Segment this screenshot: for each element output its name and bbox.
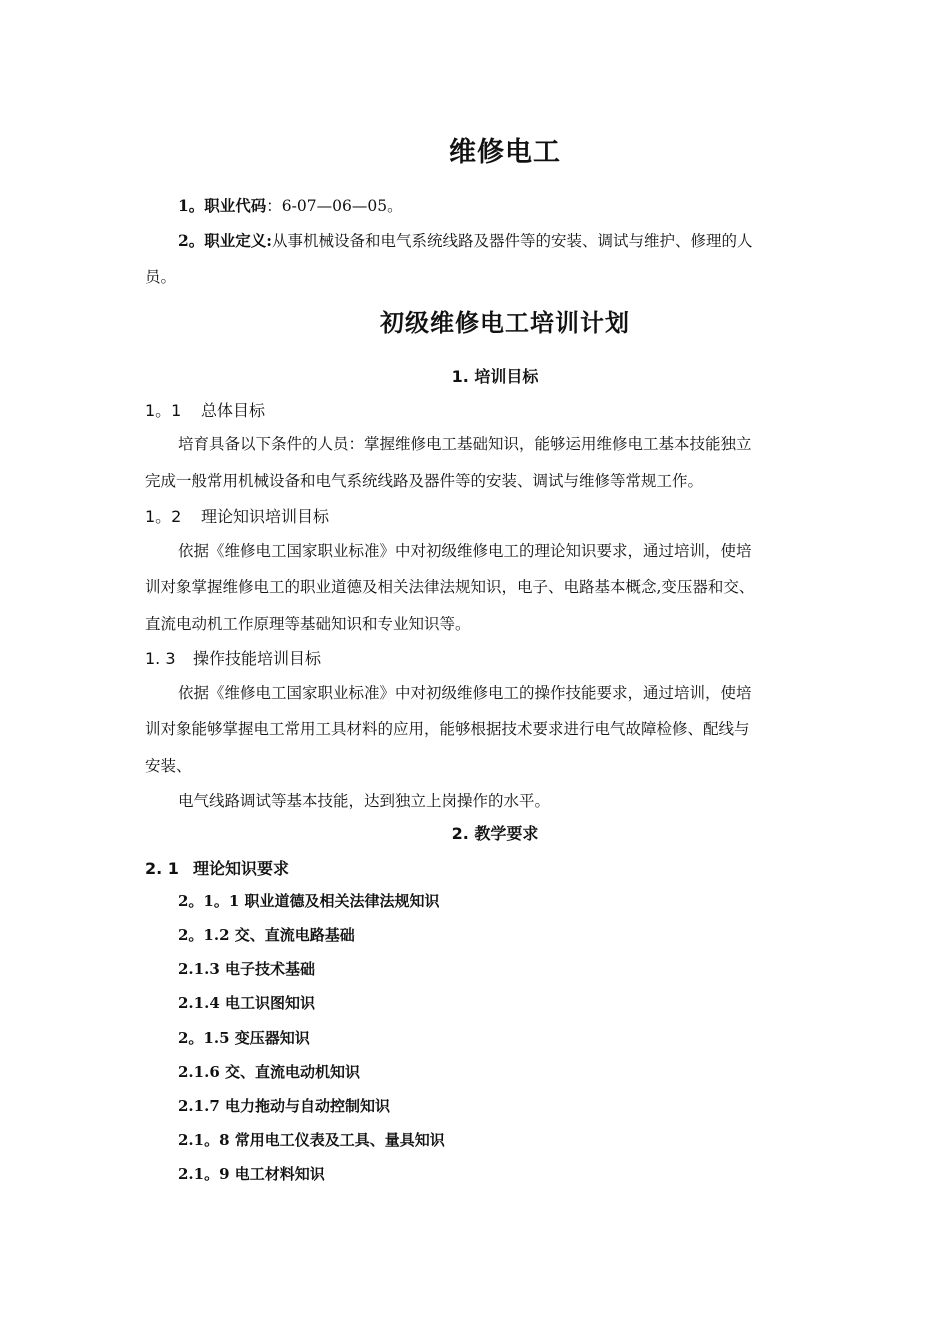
list-item: 2。1.2 交、直流电路基础 bbox=[178, 926, 355, 944]
occupation-definition-line bbox=[178, 229, 753, 251]
subsection-number: 1。1 bbox=[145, 401, 182, 420]
subsection-number: 1。2 bbox=[145, 507, 182, 526]
list-item: 2。1.5 变压器知识 bbox=[178, 1029, 310, 1047]
paragraph-line: 训对象掌握维修电工的职业道德及相关法律法规知识，电子、电路基本概念,变压器和交、 bbox=[145, 578, 755, 596]
document-title: 维修电工 bbox=[449, 137, 561, 168]
subsection-title: 操作技能培训目标 bbox=[193, 649, 322, 668]
subsection-1-3 bbox=[145, 646, 321, 669]
occupation-code-value: ：6-07—06—05。 bbox=[266, 197, 403, 215]
occupation-definition-label: 2。职业定义: bbox=[178, 231, 273, 250]
paragraph-line: 直流电动机工作原理等基础知识和专业知识等。 bbox=[145, 615, 471, 633]
list-item: 2.1.7 电力拖动与自动控制知识 bbox=[178, 1097, 390, 1115]
list-item: 2。1。1 职业道德及相关法律法规知识 bbox=[178, 892, 440, 910]
section-1-heading: 1. 培训目标 bbox=[451, 367, 539, 386]
occupation-code-line bbox=[178, 194, 403, 216]
subsection-number: 1. 3 bbox=[145, 649, 176, 668]
paragraph-line: 安装、 bbox=[145, 757, 192, 775]
list-item: 2.1。9 电工材料知识 bbox=[178, 1165, 325, 1183]
subsection-number: 2. 1 bbox=[145, 859, 179, 878]
paragraph-line: 电气线路调试等基本技能，达到独立上岗操作的水平。 bbox=[178, 792, 551, 810]
subsection-2-1 bbox=[145, 856, 289, 879]
paragraph-line: 依据《维修电工国家职业标准》中对初级维修电工的理论知识要求，通过培训，使培 bbox=[178, 542, 752, 560]
plan-title: 初级维修电工培训计划 bbox=[380, 308, 630, 337]
list-item: 2.1。8 常用电工仪表及工具、量具知识 bbox=[178, 1131, 445, 1149]
subsection-1-1 bbox=[145, 398, 265, 421]
paragraph-line: 训对象能够掌握电工常用工具材料的应用，能够根据技术要求进行电气故障检修、配线与 bbox=[145, 720, 750, 738]
paragraph-line: 培育具备以下条件的人员：掌握维修电工基础知识，能够运用维修电工基本技能独立 bbox=[178, 435, 752, 453]
occupation-code-label: 1。职业代码 bbox=[178, 196, 267, 215]
list-item: 2.1.6 交、直流电动机知识 bbox=[178, 1063, 360, 1081]
list-item: 2.1.3 电子技术基础 bbox=[178, 960, 315, 978]
subsection-1-2 bbox=[145, 504, 329, 527]
paragraph-line: 完成一般常用机械设备和电气系统线路及器件等的安装、调试与维修等常规工作。 bbox=[145, 472, 704, 490]
occupation-definition-text: 从事机械设备和电气系统线路及器件等的安装、调试与维护、修理的人 bbox=[272, 232, 753, 250]
subsection-title: 理论知识要求 bbox=[193, 859, 290, 878]
list-item: 2.1.4 电工识图知识 bbox=[178, 994, 315, 1012]
occupation-definition-cont: 员。 bbox=[145, 268, 177, 286]
section-2-heading: 2. 教学要求 bbox=[451, 824, 539, 843]
subsection-title: 总体目标 bbox=[201, 401, 266, 420]
paragraph-line: 依据《维修电工国家职业标准》中对初级维修电工的操作技能要求，通过培训，使培 bbox=[178, 684, 752, 702]
subsection-title: 理论知识培训目标 bbox=[201, 507, 330, 526]
